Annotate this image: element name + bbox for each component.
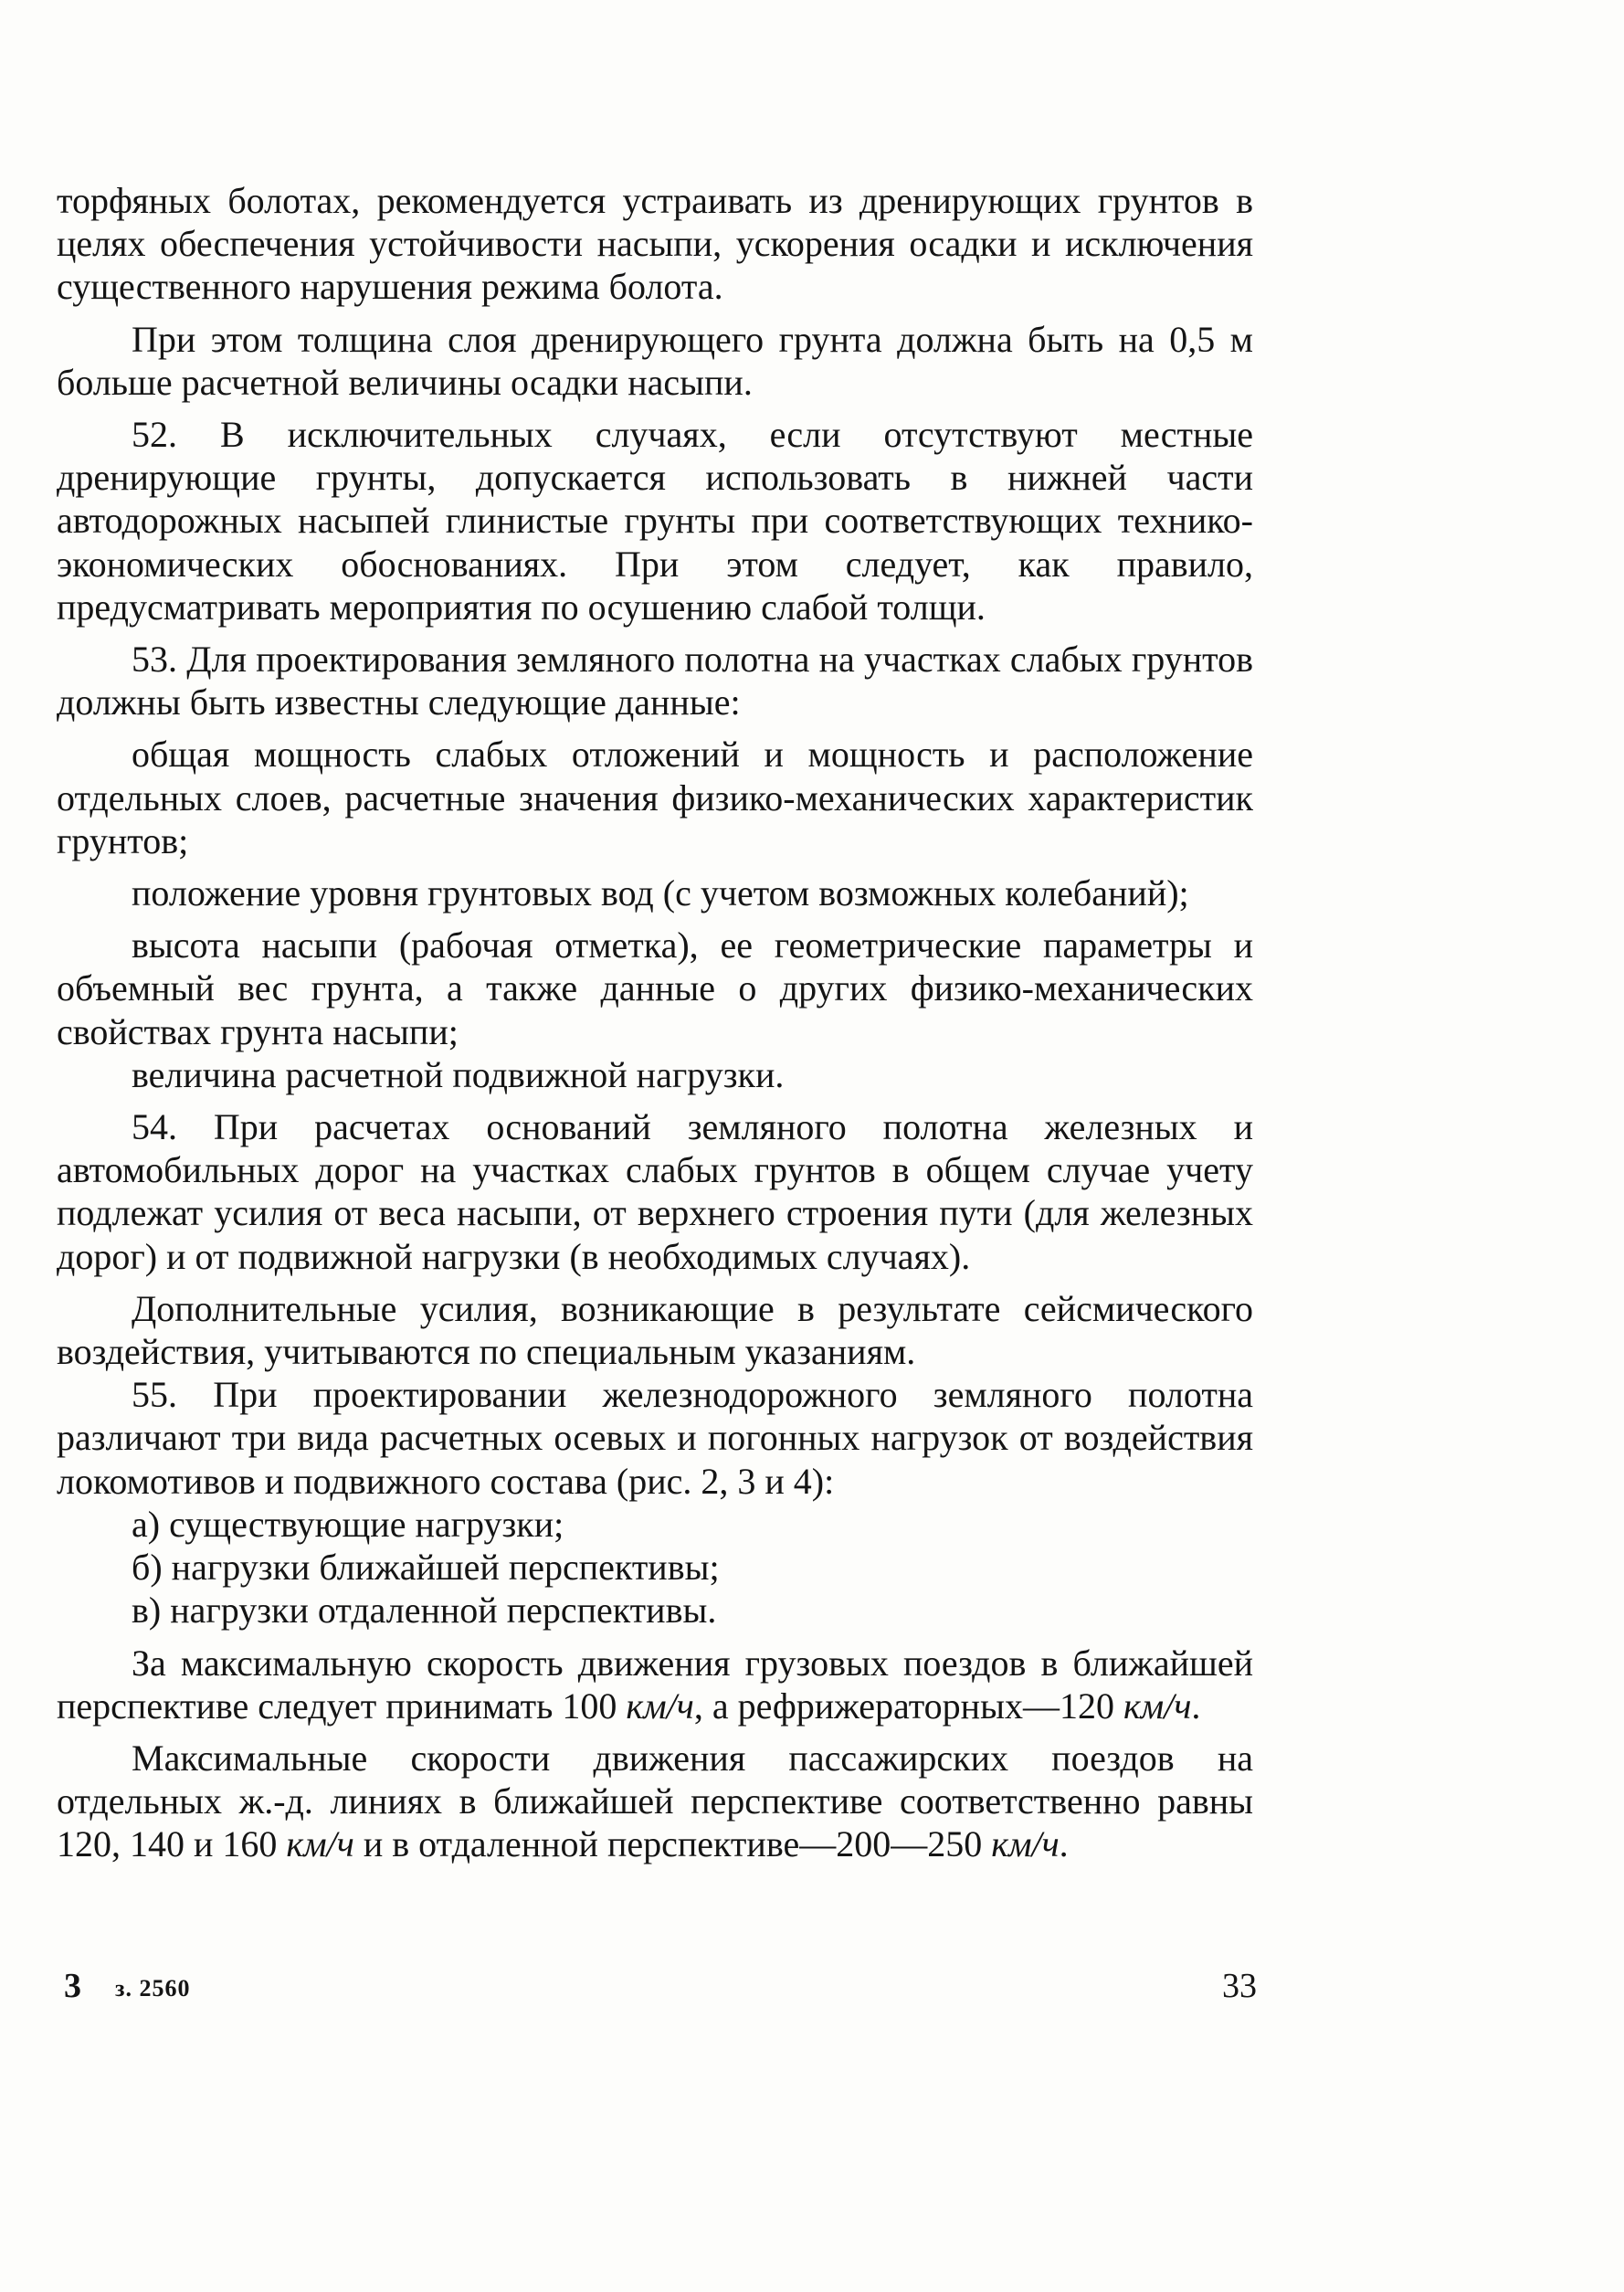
- paragraph-52: 52. В исключительных случаях, если отсутствуют местные дренирующие грунты, допускается использовать в нижней части автодорожных насыпей глинистые грунты при соответствующих технико-экономических обоснованиях. При этом следует, как правило, предусматривать мероприятия по осушению слабой толщи.: [57, 414, 1253, 628]
- page-footer: [57, 1966, 1257, 2012]
- paragraph-54-addendum: Дополнительные усилия, возникающие в результате сейсмического воздействия, учитываются по специальным указаниям.: [57, 1287, 1253, 1373]
- freight-speed-unit-2: км/ч: [1123, 1685, 1192, 1727]
- document-page: [57, 179, 1253, 1866]
- signature-number: 3: [64, 1967, 81, 2005]
- passenger-speed-text-2: и в отдаленной перспективе—200—250: [353, 1823, 992, 1865]
- paragraph-53-item-2: положение уровня грунтовых вод (с учетом возможных колебаний);: [132, 872, 1189, 914]
- freight-speed-text-3: .: [1191, 1685, 1201, 1727]
- passenger-speed-text-1: Максимальные скорости движения пассажирских поездов на отдельных ж.-д. линиях в ближайшей перспективе соответственно равны 120, 140 и 160: [57, 1737, 1253, 1865]
- freight-speed-text-1: За максимальную скорость движения грузовых поездов в ближайшей перспективе следует принимать 100: [57, 1642, 1253, 1727]
- page-number: 33: [1222, 1967, 1257, 2005]
- paragraph-53-item-3: высота насыпи (рабочая отметка), ее геометрические параметры и объемный вес грунта, а также данные о других физико-механических свойствах грунта насыпи;: [57, 924, 1253, 1052]
- paragraph-53: 53. Для проектирования земляного полотна на участках слабых грунтов должны быть известны следующие данные:: [57, 639, 1253, 724]
- passenger-speed-unit-1: км/ч: [286, 1823, 354, 1865]
- passenger-speed-unit-2: км/ч: [991, 1823, 1060, 1865]
- freight-speed-text-2: , а рефрижераторных—120: [693, 1685, 1123, 1727]
- paragraph-55: 55. При проектировании железнодорожного земляного полотна различают три вида расчетных осевых и погонных нагрузок от воздействия локомотивов и подвижного состава (рис. 2, 3 и 4):: [57, 1374, 1253, 1502]
- paragraph-freight-speed: [57, 1642, 1253, 1727]
- load-list-item-a: а) существующие нагрузки;: [132, 1503, 564, 1545]
- paragraph-1: торфяных болотах, рекомендуется устраивать из дренирующих грунтов в целях обеспечения устойчивости насыпи, ускорения осадки и исключения существенного нарушения режима болота.: [57, 180, 1253, 308]
- freight-speed-unit-1: км/ч: [626, 1685, 694, 1727]
- passenger-speed-text-3: .: [1059, 1823, 1069, 1865]
- paragraph-53-item-1: общая мощность слабых отложений и мощность и расположение отдельных слоев, расчетные значения физико-механических характеристик грунтов;: [57, 734, 1253, 861]
- paragraph-54: 54. При расчетах оснований земляного полотна железных и автомобильных дорог на участках слабых грунтов в общем случае учету подлежат усилия от веса насыпи, от верхнего строения пути (для железных дорог) и от подвижной нагрузки (в необходимых случаях).: [57, 1106, 1253, 1277]
- paragraph-2: При этом толщина слоя дренирующего грунта должна быть на 0,5 м больше расчетной величины осадки насыпи.: [57, 318, 1253, 403]
- paragraph-53-item-4: величина расчетной подвижной нагрузки.: [132, 1053, 785, 1095]
- load-list-item-b: б) нагрузки ближайшей перспективы;: [132, 1547, 720, 1589]
- paragraph-passenger-speed: [57, 1737, 1253, 1866]
- load-list-item-c: в) нагрузки отдаленной перспективы.: [132, 1590, 717, 1632]
- signature-code: з. 2560: [115, 1975, 191, 2002]
